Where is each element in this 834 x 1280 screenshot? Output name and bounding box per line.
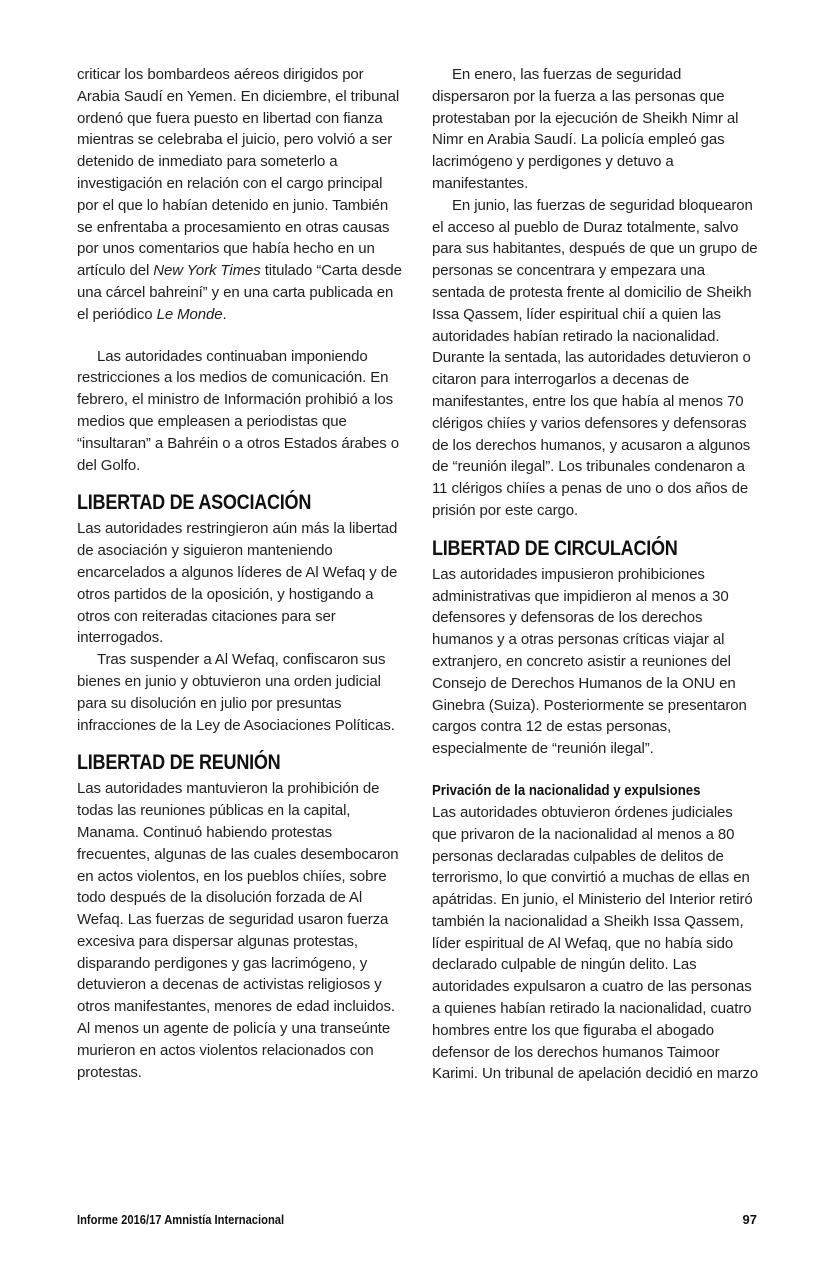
heading-freedom-of-assembly: LIBERTAD DE REUNIÓN — [77, 751, 281, 775]
paragraph-assembly: Las autoridades mantuvieron la prohibición de todas las reuniones públicas en la capital, Manama. Continuó habiendo protestas frecuentes, algunas de las cuales desembocaron en actos violentos, en los pueblos chiíes, sobre todo después de la disolución forzada de Al Wefaq. Las fuerzas de seguridad usaron fuerza excesiva para dispersar algunas protestas, disparando perdigones y gas lacrimógeno, y detuvieron a decenas de activistas religiosos y otros manifestantes, menores de edad incluidos. Al menos un agente de policía y una transeúnte murieron en actos violentos relacionados con protestas. — [77, 780, 399, 1081]
subheading-nationality: Privación de la nacionalidad y expulsiones — [432, 781, 701, 799]
newspaper-title: Le Monde — [156, 305, 223, 323]
paragraph-al-wefaq: Tras suspender a Al Wefaq, confiscaron sus bienes en junio y obtuvieron una orden judicial para su disolución en julio por presuntas infracciones de la Ley de Asociaciones Políticas. — [77, 651, 395, 734]
left-column — [77, 64, 405, 1083]
paragraph-duraz: En junio, las fuerzas de seguridad bloquearon el acceso al pueblo de Duraz totalmente, salvo para sus habitantes, después de que un grupo de personas se concentrara y empezara una sentada de protesta frente al domicilio de Sheikh Issa Qassem, líder espiritual chií a quien las autoridades habían retirado la nacionalidad. Durante la sentada, las autoridades detuvieron o citaron para interrogarlos a decenas de manifestantes, entre los que había al menos 70 clérigos chiíes y varios defensores y defensoras de los derechos humanos, y acusaron a algunos de “reunión ilegal”. Los tribunales condenaron a 11 clérigos chiíes a penas de uno o dos años de prisión por este cargo. — [432, 196, 758, 519]
right-column — [432, 64, 760, 1085]
paragraph-association: Las autoridades restringieron aún más la libertad de asociación y siguieron manteniendo encarcelados a algunos líderes de Al Wefaq y de otros partidos de la oposición, y hostigando a otros con reiteradas citaciones para ser interrogados. — [77, 520, 398, 647]
paragraph-january-protests: En enero, las fuerzas de seguridad dispersaron por la fuerza a las personas que protestaban por la ejecución de Sheikh Nimr al Nimr en Arabia Saudí. La policía empleó gas lacrimógeno y perdigones y detuvo a manifestantes. — [432, 66, 739, 192]
heading-freedom-of-movement: LIBERTAD DE CIRCULACIÓN — [432, 536, 678, 560]
paragraph-travel-bans: Las autoridades impusieron prohibiciones administrativas que impidieron al menos a 30 defensores y defensoras de los derechos humanos y a otras personas críticas viajar al extranjero, en concreto asistir a reuniones del Consejo de Derechos Humanos de la ONU en Ginebra (Suiza). Posteriormente se presentaron cargos contra 12 de estas personas, especialmente de “reunión ilegal”. — [432, 565, 747, 758]
page-footer — [77, 1212, 757, 1227]
paragraph-continuation: criticar los bombardeos aéreos dirigidos por Arabia Saudí en Yemen. En diciembre, el tribunal ordenó que fuera puesto en libertad con fianza mientras se celebraba el juicio, pero volvió a ser detenido de inmediato para someterlo a investigación en relación con el cargo principal por el que lo habían detenido en junio. También se enfrentaba a procesamiento en otras causas por unos comentarios que había hecho en un artículo del New York Times titulado “Carta desde una cárcel bahreiní” y en una carta publicada en el periódico Le Monde. — [77, 66, 402, 323]
heading-freedom-of-association: LIBERTAD DE ASOCIACIÓN — [77, 491, 312, 515]
footer-report-title: Informe 2016/17 Amnistía Internacional — [77, 1212, 285, 1227]
page-number: 97 — [742, 1212, 757, 1227]
newspaper-title: New York Times — [153, 262, 261, 280]
paragraph-nationality: Las autoridades obtuvieron órdenes judiciales que privaron de la nacionalidad al menos a 80 personas declaradas culpables de delitos de terrorismo, lo que convirtió a muchas de ellas en apátridas. En junio, el Ministerio del Interior retiró también la nacionalidad a Sheikh Issa Qassem, líder espiritual de Al Wefaq, que no había sido declarado culpable de ningún delito. Las autoridades expulsaron a cuatro de las personas a quienes habían retirado la nacionalidad, cuatro hombres entre los que figuraba el abogado defensor de los derechos humanos Taimoor Karimi. Un tribunal de apelación decidió en marzo — [432, 803, 759, 1083]
paragraph-media-restrictions: Las autoridades continuaban imponiendo restricciones a los medios de comunicación. En febrero, el ministro de Información prohibió a los medios que empleasen a periodistas que “insultaran” a Bahréin o a otros Estados árabes o del Golfo. — [77, 347, 399, 474]
